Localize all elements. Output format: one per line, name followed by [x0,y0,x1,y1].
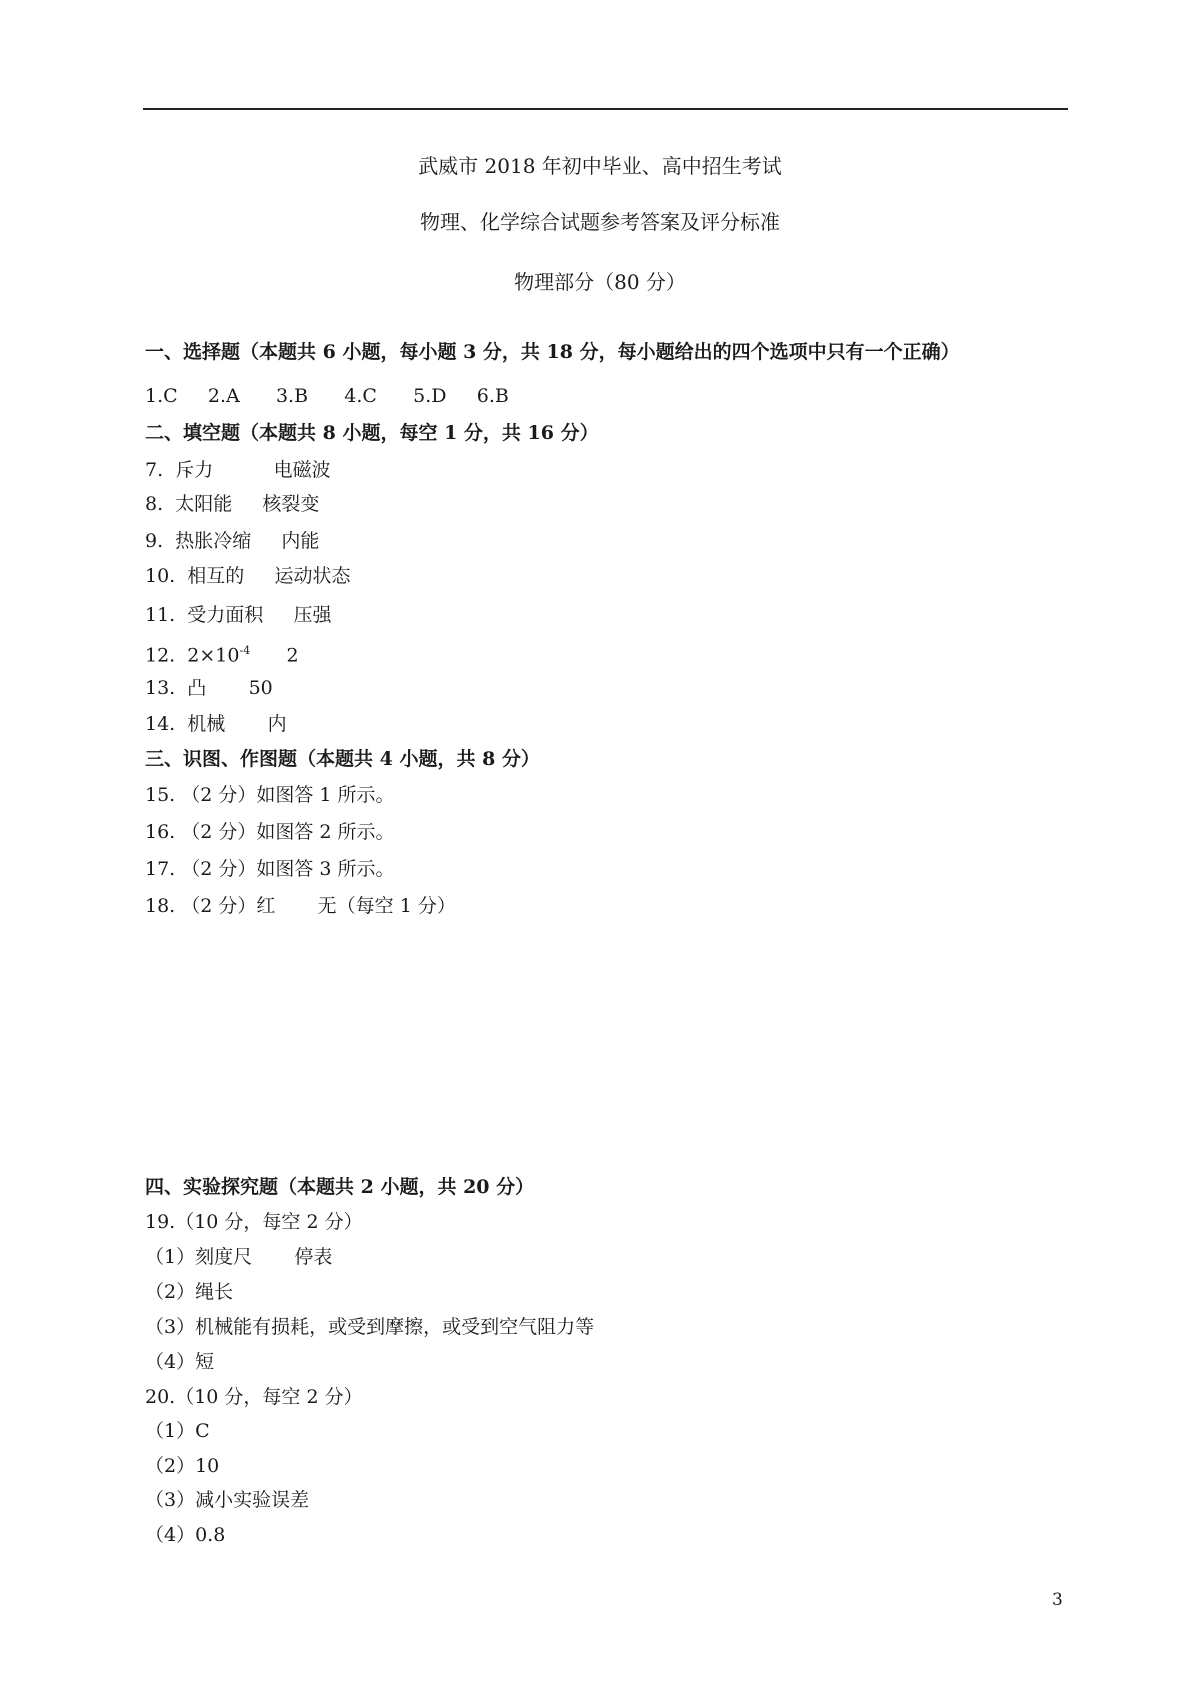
answer-q19-header: 19.（10 分，每空 2 分） [145,1211,363,1233]
answer-q13: 13. 凸 50 [145,677,273,699]
answer-q20-header: 20.（10 分，每空 2 分） [145,1386,363,1408]
answer-q8: 8. 太阳能 核裂变 [145,493,320,515]
exam-title: 武威市 2018 年初中毕业、高中招生考试 [418,154,782,178]
section-title: 物理部分（80 分） [514,270,686,294]
part3-heading: 三、识图、作图题（本题共 4 小题，共 8 分） [145,748,540,770]
answer-q20-1: （1）C [145,1420,210,1442]
answer-q20-3: （3）减小实验误差 [145,1489,310,1511]
answer-q9: 9. 热胀冷缩 内能 [145,530,320,552]
answer-q11: 11. 受力面积 压强 [145,604,332,626]
part1-heading: 一、选择题（本题共 6 小题，每小题 3 分，共 18 分，每小题给出的四个选项中只有一个正确） [145,341,960,363]
answer-q12-base: 12. 2×10 [145,644,240,667]
header-rule [143,108,1068,110]
answer-q12-exponent: -4 [239,644,251,657]
answer-q16: 16. （2 分）如图答 2 所示。 [145,821,395,843]
answer-q12 [145,639,299,667]
answer-q18: 18. （2 分）红 无（每空 1 分） [145,895,456,917]
answer-q19-4: （4）短 [145,1351,215,1373]
answer-q7: 7. 斥力 电磁波 [145,459,331,481]
answer-q15: 15. （2 分）如图答 1 所示。 [145,784,395,806]
answer-q19-1: （1）刻度尺 停表 [145,1246,333,1268]
answer-key-title: 物理、化学综合试题参考答案及评分标准 [420,210,780,234]
answer-q12-second: 2 [250,644,299,667]
part2-heading: 二、填空题（本题共 8 小题，每空 1 分，共 16 分） [145,422,599,444]
answer-q19-2: （2）绳长 [145,1281,234,1303]
answer-q17: 17. （2 分）如图答 3 所示。 [145,858,395,880]
part4-heading: 四、实验探究题（本题共 2 小题，共 20 分） [145,1176,535,1198]
answer-q19-3: （3）机械能有损耗，或受到摩擦，或受到空气阻力等 [145,1316,595,1338]
answer-q10: 10. 相互的 运动状态 [145,565,351,587]
answer-q20-2: （2）10 [145,1455,220,1477]
part1-answers: 1.C 2.A 3.B 4.C 5.D 6.B [145,385,509,407]
answer-q20-4: （4）0.8 [145,1524,226,1546]
answer-q14: 14. 机械 内 [145,713,287,735]
page-number: 3 [1052,1590,1063,1610]
